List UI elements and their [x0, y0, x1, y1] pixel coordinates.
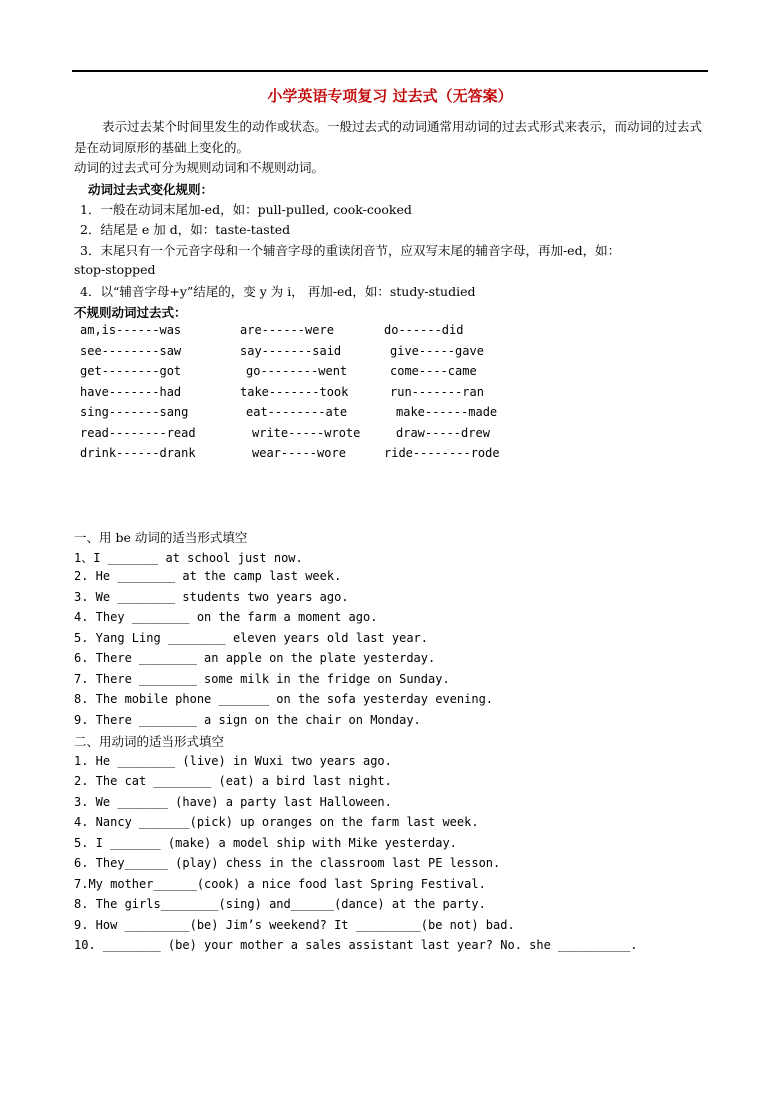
exercise-item: 6. They______ (play) chess in the classroom last PE lesson. [74, 856, 501, 870]
exercise-item: 1、I _______ at school just now. [74, 551, 303, 565]
exercise-item: 8. The mobile phone _______ on the sofa yesterday evening. [74, 692, 494, 706]
exercise-item: 3. We ________ students two years ago. [74, 590, 349, 604]
exercise-item: 5. Yang Ling ________ eleven years old last year. [74, 631, 429, 645]
intro-paragraph: 表示过去某个时间里发生的动作或状态。一般过去式的动词通常用动词的过去式形式来表示，而动词的过去式是在动词原形的基础上变化的。 [74, 119, 703, 155]
verb-cell: draw-----drew [396, 426, 490, 440]
exercise-item: 9. There ________ a sign on the chair on Monday. [74, 713, 421, 727]
exercise-item: 9. How _________(be) Jim’s weekend? It _________(be not) bad. [74, 918, 515, 932]
exercise-item: 7.My mother______(cook) a nice food last Spring Festival. [74, 877, 486, 891]
verb-cell: wear-----wore [252, 446, 346, 460]
exercise-item: 8. The girls________(sing) and______(dance) at the party. [74, 897, 486, 911]
rule-item: 1．一般在动词末尾加-ed，如：pull-pulled, cook-cooked [80, 202, 412, 217]
exercise-item: 1. He ________ (live) in Wuxi two years ago. [74, 754, 392, 768]
exercise-item: 7. There ________ some milk in the fridge on Sunday. [74, 672, 450, 686]
exercise-item: 2. He ________ at the camp last week. [74, 569, 342, 583]
exercise-item: 4. They ________ on the farm a moment ago. [74, 610, 378, 624]
verb-cell: have-------had [80, 385, 182, 399]
verb-cell: take-------took [240, 385, 349, 399]
verb-cell: do------did [384, 323, 464, 337]
page-title: 小学英语专项复习 过去式（无答案） [267, 87, 513, 105]
exercise-item: 5. I _______ (make) a model ship with Mike yesterday. [74, 836, 457, 850]
exercise-item: 6. There ________ an apple on the plate yesterday. [74, 651, 436, 665]
exercise-item: 2. The cat ________ (eat) a bird last night. [74, 774, 392, 788]
verb-cell: run-------ran [390, 385, 484, 399]
irregular-heading: 不规则动词过去式： [74, 305, 187, 320]
verb-cell: make------made [396, 405, 498, 419]
verb-cell: come----came [390, 364, 477, 378]
verb-cell: say-------said [240, 344, 342, 358]
rule-item: stop-stopped [74, 262, 156, 277]
verb-cell: give-----gave [390, 344, 484, 358]
exercise-item: 3. We _______ (have) a party last Halloween. [74, 795, 392, 809]
exercise-item: 4. Nancy _______(pick) up oranges on the farm last week. [74, 815, 479, 829]
verb-cell: ride--------rode [384, 446, 500, 460]
rule-item: 2．结尾是 e 加 d，如：taste-tasted [80, 222, 291, 237]
verb-cell: am,is------was [80, 323, 182, 337]
rule-item: 3．末尾只有一个元音字母和一个辅音字母的重读闭音节，应双写末尾的辅音字母，再加-ed，如： [80, 243, 621, 258]
verb-cell: drink------drank [80, 446, 196, 460]
exercise-item: 10. ________ (be) your mother a sales assistant last year? No. she __________. [74, 938, 638, 952]
verb-cell: see--------saw [80, 344, 182, 358]
verb-cell: go--------went [246, 364, 348, 378]
verb-cell: are------were [240, 323, 334, 337]
verb-cell: read--------read [80, 426, 196, 440]
verb-cell: eat--------ate [246, 405, 348, 419]
verb-cell: sing-------sang [80, 405, 189, 419]
rule-item: 4．以“辅音字母+y”结尾的，变 y 为 i， 再加-ed，如：study-studied [80, 284, 476, 299]
verb-cell: write-----wrote [252, 426, 361, 440]
rules-heading: 动词过去式变化规则： [88, 182, 214, 197]
intro-paragraph-2: 动词的过去式可分为规则动词和不规则动词。 [74, 160, 325, 175]
verb-cell: get--------got [80, 364, 182, 378]
top-rule [72, 70, 708, 72]
section1-heading: 一、用 be 动词的适当形式填空 [74, 530, 248, 545]
section2-heading: 二、用动词的适当形式填空 [74, 734, 225, 749]
